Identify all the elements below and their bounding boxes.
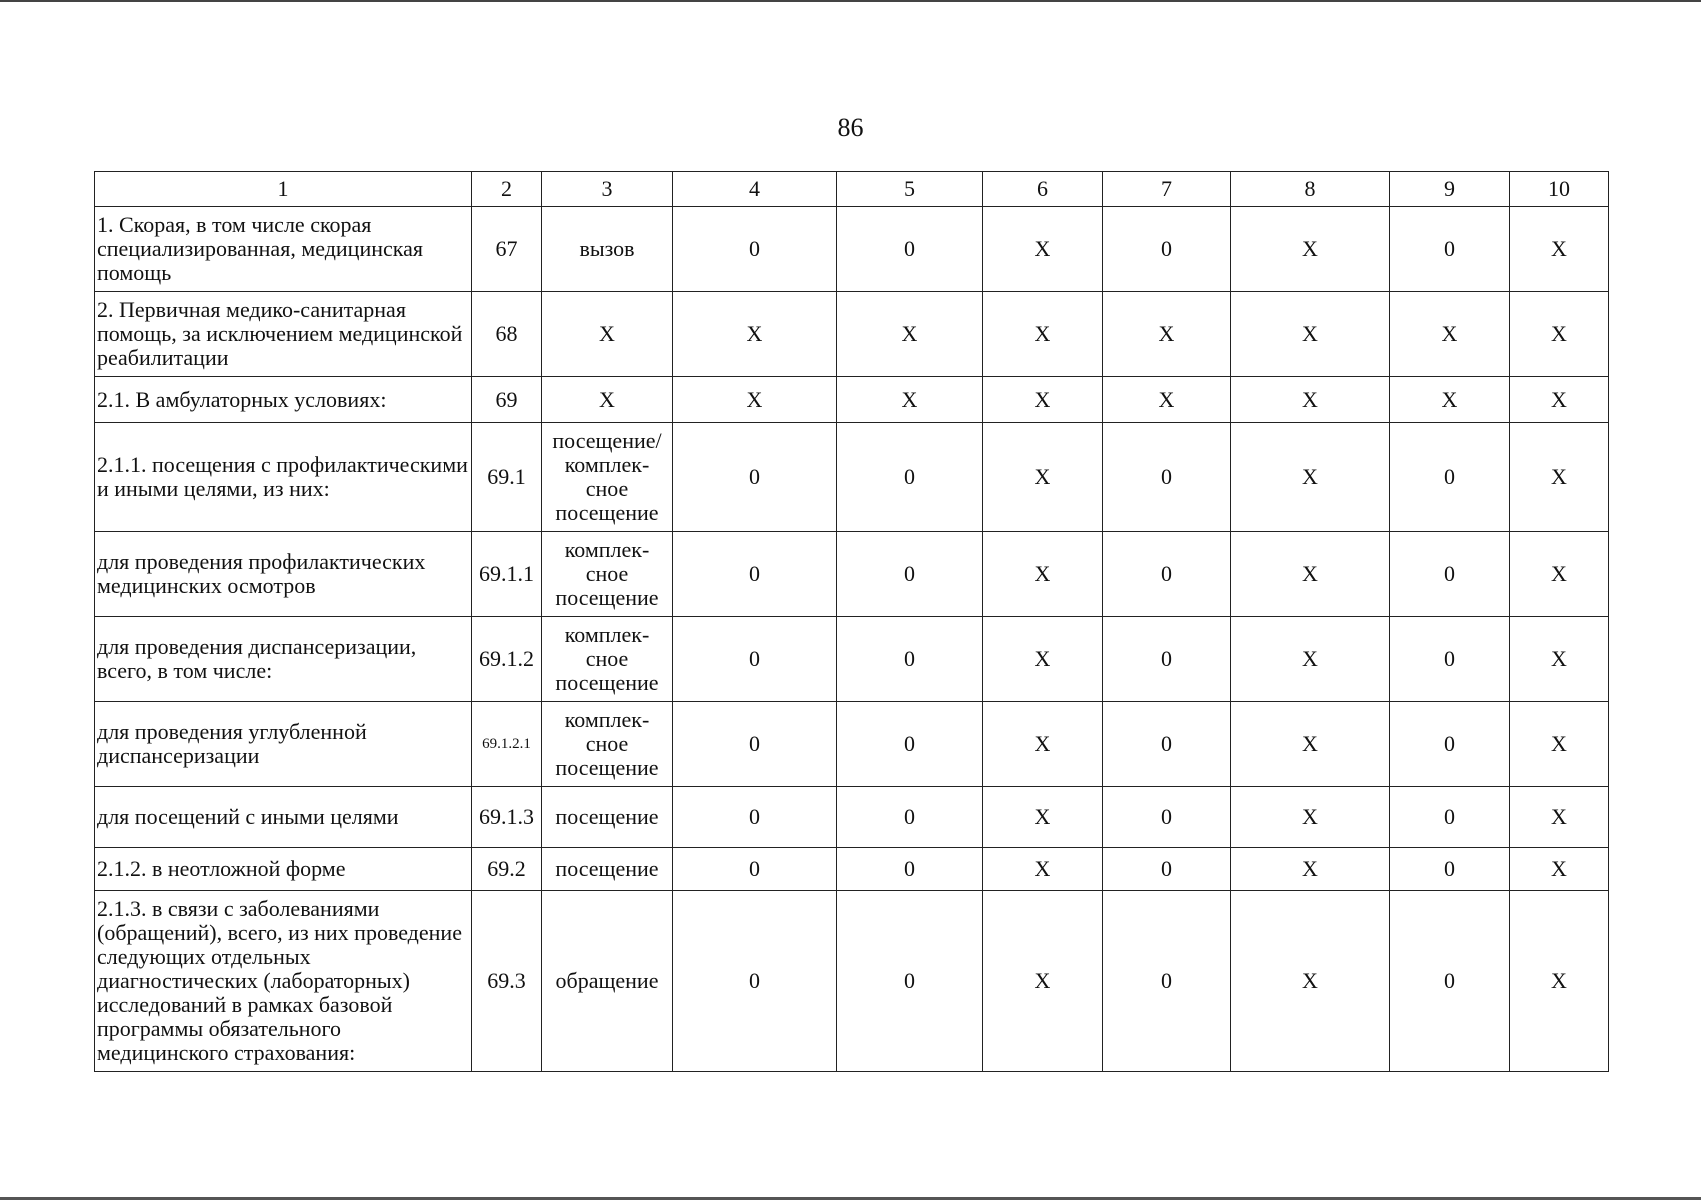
cell-col-4: 0	[673, 787, 837, 848]
column-header: 7	[1103, 172, 1231, 207]
cell-col-4: 0	[673, 702, 837, 787]
row-code: 68	[472, 292, 542, 377]
cell-col-9: 0	[1390, 617, 1510, 702]
cell-col-9: 0	[1390, 423, 1510, 532]
cell-col-4: 0	[673, 848, 837, 891]
column-header: 4	[673, 172, 837, 207]
cell-col-4: X	[673, 292, 837, 377]
cell-col-7: 0	[1103, 207, 1231, 292]
row-unit: вызов	[542, 207, 673, 292]
row-code: 69	[472, 377, 542, 423]
cell-col-8: X	[1231, 617, 1390, 702]
row-name: для посещений с иными целями	[95, 787, 472, 848]
row-unit: обращение	[542, 891, 673, 1072]
cell-col-7: 0	[1103, 891, 1231, 1072]
table-row	[95, 423, 1609, 532]
cell-col-5: 0	[837, 848, 983, 891]
cell-col-4: 0	[673, 207, 837, 292]
cell-col-7: 0	[1103, 532, 1231, 617]
cell-col-5: 0	[837, 787, 983, 848]
table-row	[95, 848, 1609, 891]
cell-col-4: 0	[673, 423, 837, 532]
cell-col-8: X	[1231, 532, 1390, 617]
cell-col-10: X	[1510, 787, 1609, 848]
table-row	[95, 532, 1609, 617]
column-header: 9	[1390, 172, 1510, 207]
cell-col-10: X	[1510, 292, 1609, 377]
cell-col-6: X	[983, 787, 1103, 848]
row-code: 67	[472, 207, 542, 292]
row-code: 69.1.2	[472, 617, 542, 702]
cell-col-10: X	[1510, 891, 1609, 1072]
column-header: 8	[1231, 172, 1390, 207]
cell-col-6: X	[983, 848, 1103, 891]
cell-col-9: 0	[1390, 891, 1510, 1072]
column-header: 5	[837, 172, 983, 207]
cell-col-8: X	[1231, 848, 1390, 891]
cell-col-7: 0	[1103, 617, 1231, 702]
cell-col-6: X	[983, 617, 1103, 702]
row-unit: посещение/ комплек-сное посещение	[542, 423, 673, 532]
row-code: 69.2	[472, 848, 542, 891]
column-header: 6	[983, 172, 1103, 207]
cell-col-6: X	[983, 377, 1103, 423]
cell-col-4: 0	[673, 617, 837, 702]
cell-col-7: X	[1103, 377, 1231, 423]
cell-col-5: 0	[837, 702, 983, 787]
cell-col-9: 0	[1390, 207, 1510, 292]
cell-col-9: X	[1390, 377, 1510, 423]
cell-col-8: X	[1231, 207, 1390, 292]
row-code: 69.1.1	[472, 532, 542, 617]
cell-col-8: X	[1231, 787, 1390, 848]
cell-col-9: X	[1390, 292, 1510, 377]
cell-col-6: X	[983, 207, 1103, 292]
column-header: 2	[472, 172, 542, 207]
column-header: 3	[542, 172, 673, 207]
cell-col-5: 0	[837, 891, 983, 1072]
row-name: 2.1. В амбулаторных условиях:	[95, 377, 472, 423]
cell-col-8: X	[1231, 292, 1390, 377]
cell-col-5: X	[837, 292, 983, 377]
row-name: 1. Скорая, в том числе скорая специализированная, медицинская помощь	[95, 207, 472, 292]
cell-col-10: X	[1510, 207, 1609, 292]
cell-col-10: X	[1510, 423, 1609, 532]
page-number: 86	[837, 113, 864, 142]
header-row	[95, 172, 1609, 207]
cell-col-7: 0	[1103, 848, 1231, 891]
cell-col-6: X	[983, 891, 1103, 1072]
table-row	[95, 617, 1609, 702]
cell-col-5: 0	[837, 617, 983, 702]
row-unit: комплек-сное посещение	[542, 532, 673, 617]
cell-col-10: X	[1510, 702, 1609, 787]
cell-col-7: 0	[1103, 787, 1231, 848]
cell-col-5: 0	[837, 532, 983, 617]
cell-col-7: 0	[1103, 702, 1231, 787]
cell-col-7: 0	[1103, 423, 1231, 532]
table-row	[95, 292, 1609, 377]
cell-col-10: X	[1510, 617, 1609, 702]
row-code: 69.1.2.1	[472, 702, 542, 787]
column-header: 1	[95, 172, 472, 207]
cell-col-6: X	[983, 423, 1103, 532]
row-name: 2.1.1. посещения с профилактическими и иными целями, из них:	[95, 423, 472, 532]
cell-col-10: X	[1510, 377, 1609, 423]
column-header: 10	[1510, 172, 1609, 207]
cell-col-10: X	[1510, 532, 1609, 617]
table-row	[95, 207, 1609, 292]
table-row	[95, 787, 1609, 848]
cell-col-8: X	[1231, 702, 1390, 787]
page-top-edge	[0, 0, 1701, 2]
row-unit: посещение	[542, 848, 673, 891]
cell-col-6: X	[983, 292, 1103, 377]
cell-col-9: 0	[1390, 787, 1510, 848]
row-name: 2.1.2. в неотложной форме	[95, 848, 472, 891]
cell-col-9: 0	[1390, 532, 1510, 617]
row-unit: комплек-сное посещение	[542, 617, 673, 702]
cell-col-5: 0	[837, 207, 983, 292]
cell-col-7: X	[1103, 292, 1231, 377]
table-row	[95, 702, 1609, 787]
cell-col-9: 0	[1390, 702, 1510, 787]
cell-col-8: X	[1231, 377, 1390, 423]
cell-col-5: 0	[837, 423, 983, 532]
cell-col-6: X	[983, 702, 1103, 787]
cell-col-9: 0	[1390, 848, 1510, 891]
row-code: 69.1	[472, 423, 542, 532]
row-unit: X	[542, 377, 673, 423]
row-unit: комплек-сное посещение	[542, 702, 673, 787]
cell-col-6: X	[983, 532, 1103, 617]
table-row	[95, 377, 1609, 423]
row-unit: посещение	[542, 787, 673, 848]
cell-col-5: X	[837, 377, 983, 423]
row-code: 69.3	[472, 891, 542, 1072]
cell-col-4: X	[673, 377, 837, 423]
row-code: 69.1.3	[472, 787, 542, 848]
cell-col-10: X	[1510, 848, 1609, 891]
data-table	[94, 171, 1609, 1072]
row-unit: X	[542, 292, 673, 377]
cell-col-8: X	[1231, 423, 1390, 532]
cell-col-8: X	[1231, 891, 1390, 1072]
row-name: 2.1.3. в связи с заболеваниями (обращений), всего, из них проведение следующих отдельных диагностических (лабораторных) исследований в рамках базовой программы обязательного медицинского страхования:	[95, 891, 472, 1072]
cell-col-4: 0	[673, 532, 837, 617]
row-name: 2. Первичная медико-санитарная помощь, за исключением медицинской реабилитации	[95, 292, 472, 377]
row-name: для проведения диспансеризации, всего, в том числе:	[95, 617, 472, 702]
row-name: для проведения углубленной диспансеризации	[95, 702, 472, 787]
table-row	[95, 891, 1609, 1072]
cell-col-4: 0	[673, 891, 837, 1072]
row-name: для проведения профилактических медицинских осмотров	[95, 532, 472, 617]
